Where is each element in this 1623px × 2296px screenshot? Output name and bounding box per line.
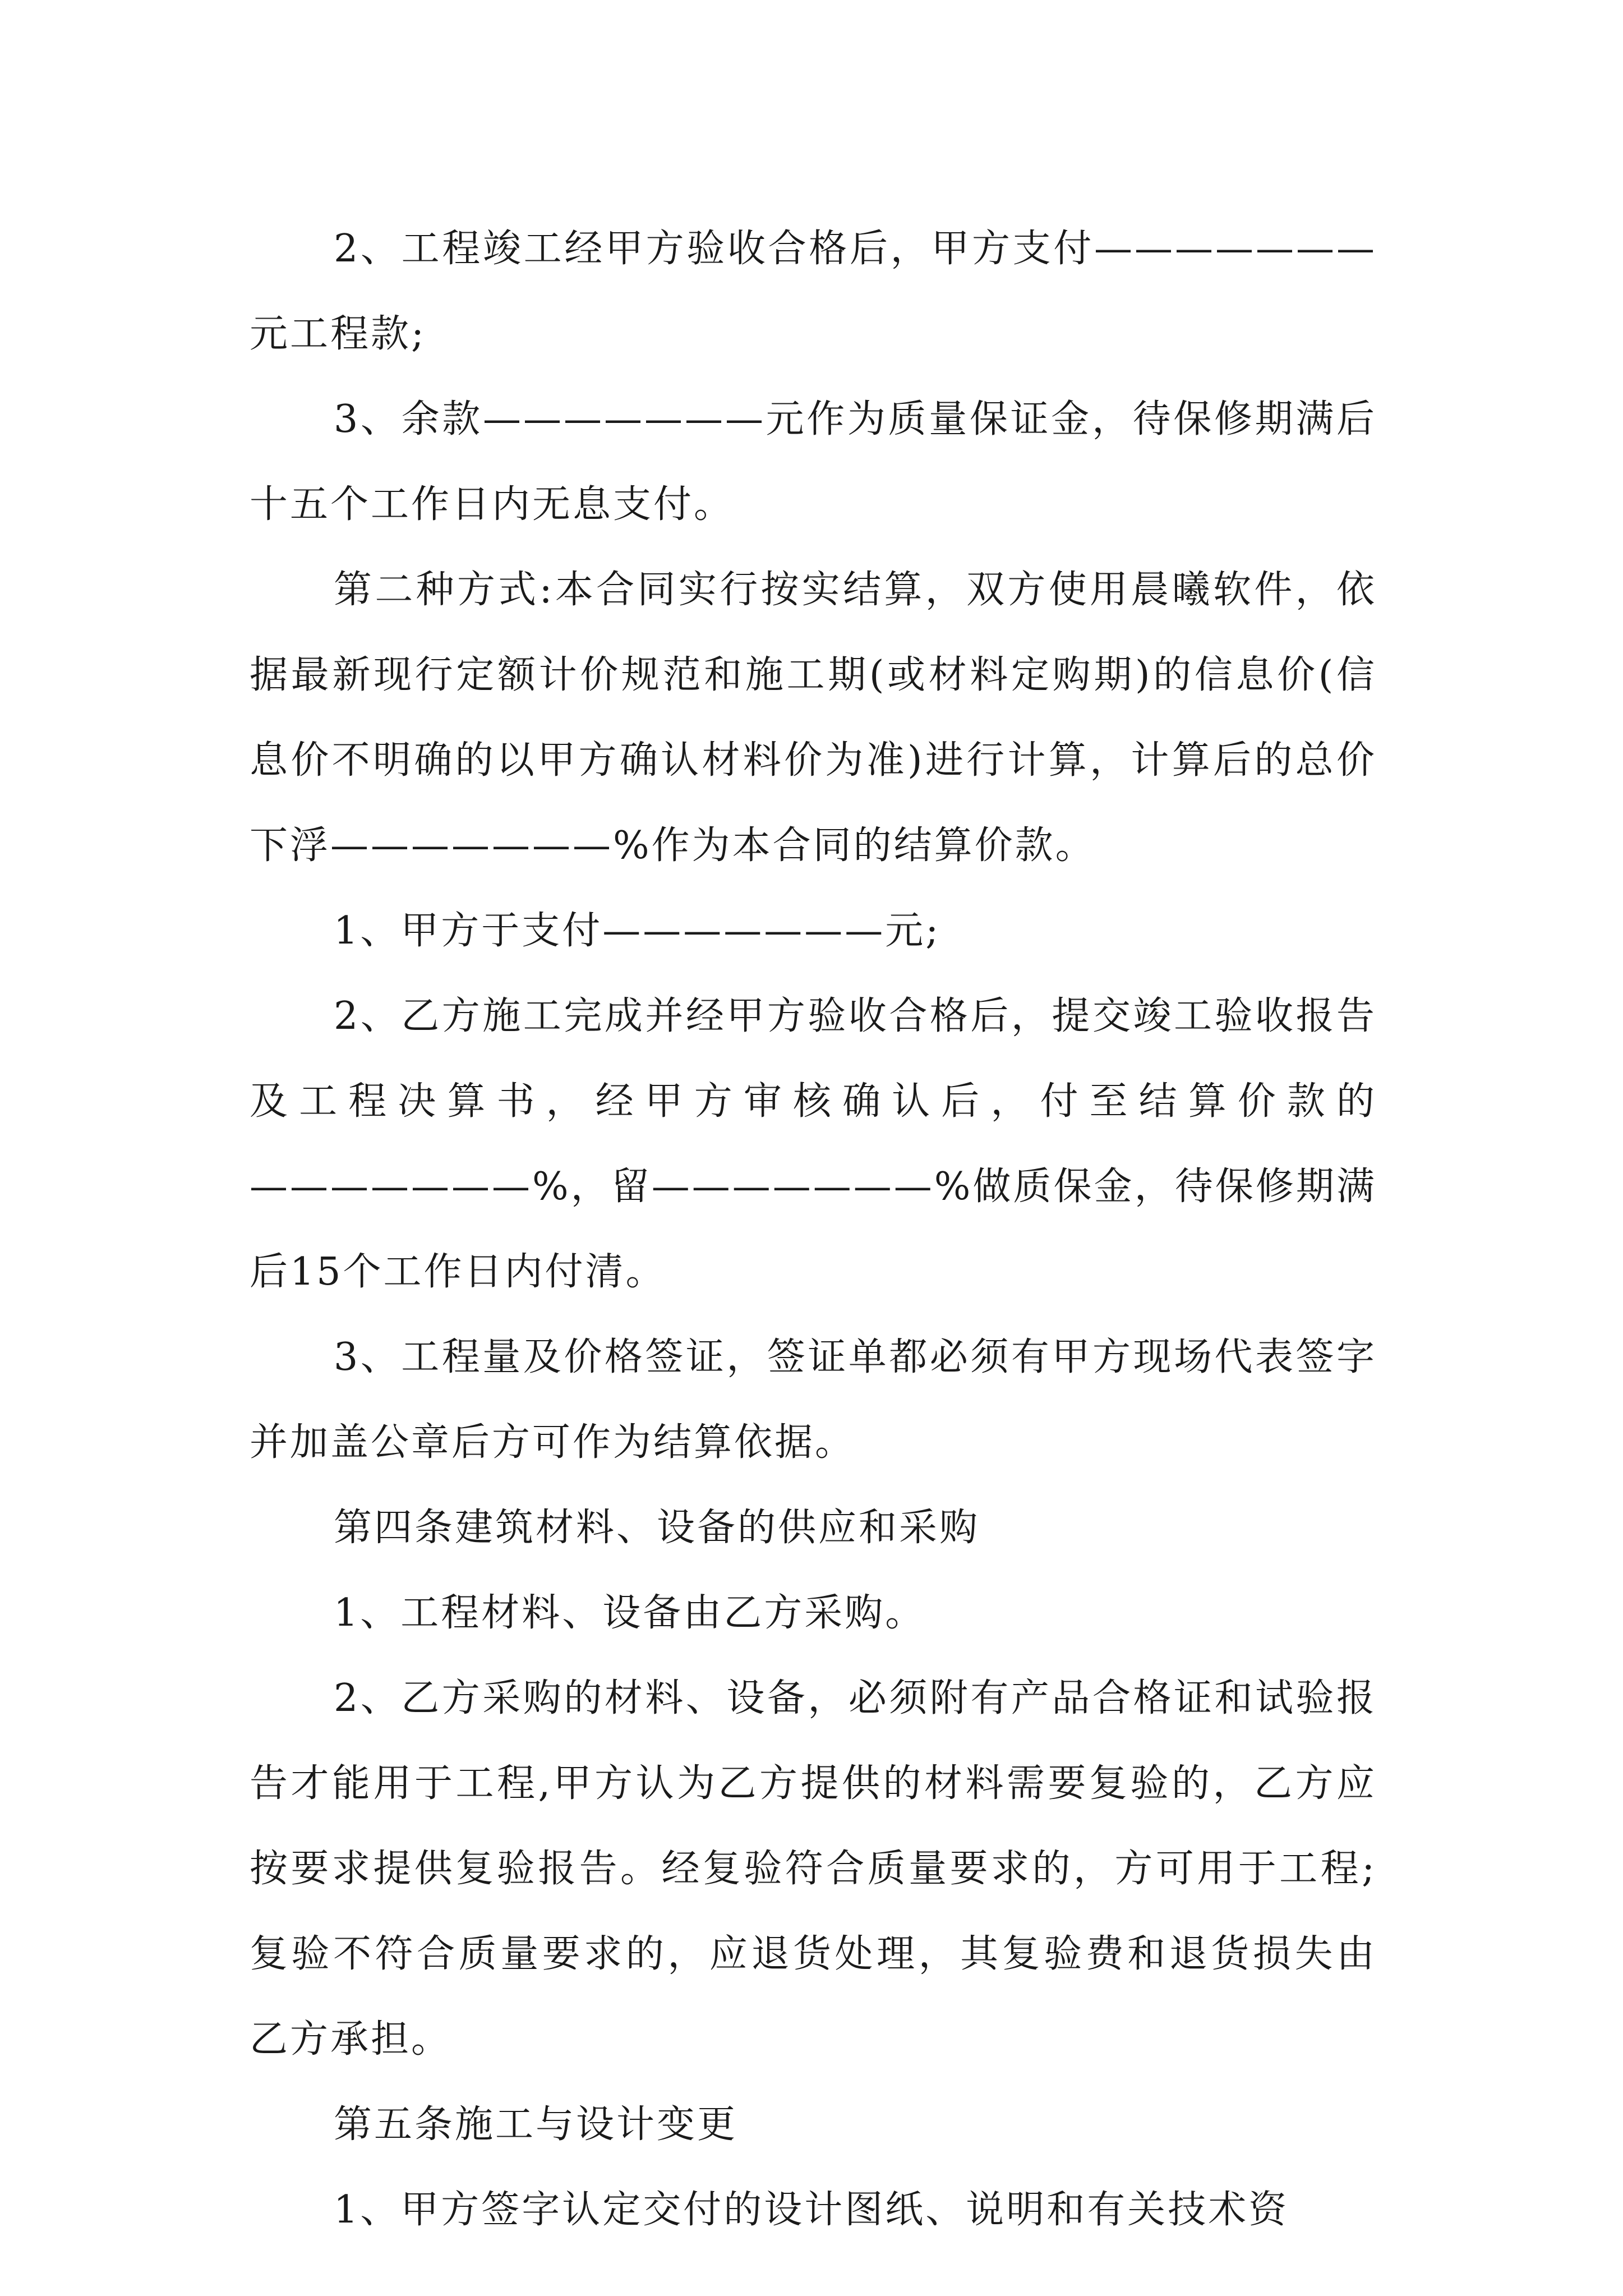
paragraph-retention-balance: 3、余款———————元作为质量保证金，待保修期满后十五个工作日内无息支付。 (250, 397, 1377, 527)
heading-article-five: 第五条施工与设计变更 (334, 2102, 738, 2147)
document-body (250, 206, 1377, 2253)
paragraph-design-documents: 1、甲方签字认定交付的设计图纸、说明和有关技术资 (334, 2188, 1289, 2232)
paragraph-settlement-payment: 2、乙方施工完成并经甲方验收合格后，提交竣工验收报告及工程决算书，经甲方审核确认后，付至结算价款的———————%，留———————%做质保金，待保修期满后15个工作日内付清。 (250, 994, 1377, 1294)
heading-article-four: 第四条建筑材料、设备的供应和采购 (334, 1506, 980, 1550)
paragraph-materials-certification: 2、乙方采购的材料、设备，必须附有产品合格证和试验报告才能用于工程,甲方认为乙方提供的材料需要复验的，乙方应按要求提供复验报告。经复验符合质量要求的，方可用于工程;复验不符合质量要求的，应退货处理，其复验费和退货损失由乙方承担。 (250, 1676, 1377, 2062)
paragraph-materials-procurement: 1、工程材料、设备由乙方采购。 (334, 1591, 926, 1635)
paragraph-second-method: 第二种方式:本合同实行按实结算，双方使用晨曦软件，依据最新现行定额计价规范和施工期(或材料定购期)的信息价(信息价不明确的以甲方确认材料价为准)进行计算，计算后的总价下浮———————%作为本合同的结算价款。 (250, 568, 1377, 868)
paragraph-payment-completion: 2、工程竣工经甲方验收合格后，甲方支付———————元工程款; (250, 227, 1377, 356)
paragraph-advance-payment: 1、甲方于支付———————元; (334, 909, 941, 953)
paragraph-visa-quantities: 3、工程量及价格签证，签证单都必须有甲方现场代表签字并加盖公章后方可作为结算依据。 (250, 1335, 1377, 1465)
